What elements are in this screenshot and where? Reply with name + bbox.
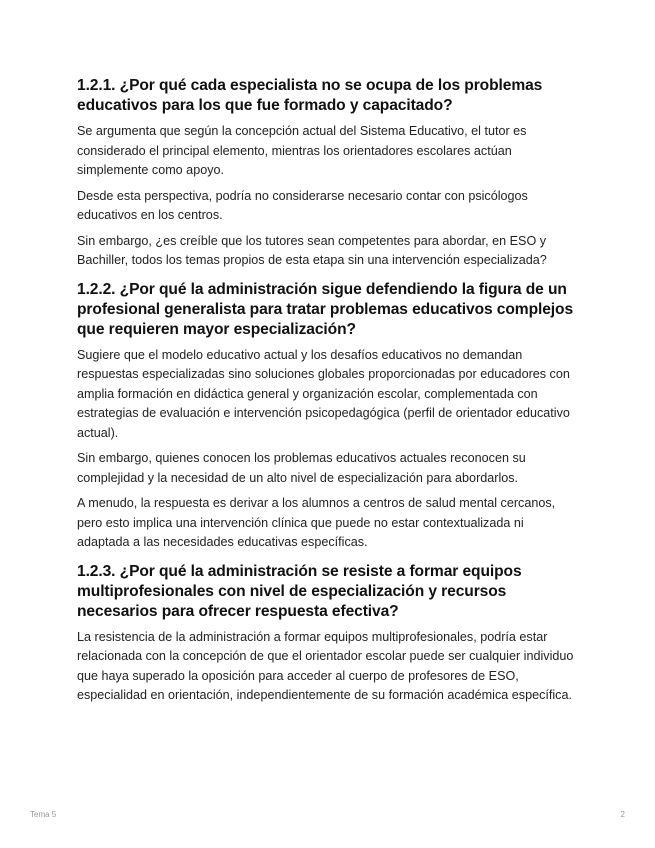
paragraph: A menudo, la respuesta es derivar a los alumnos a centros de salud mental cercanos, pero esto implica una intervención clínica que puede no estar contextualizada ni adaptada a las necesidades educativas específicas. bbox=[77, 496, 556, 549]
section-1-2-2 bbox=[77, 280, 577, 553]
paragraph: Sugiere que el modelo educativo actual y los desafíos educativos no demandan respuestas especializadas sino soluciones globales proporcionadas por educadores con amplia formación en didáctica general y organización escolar, complementada con estrategias de evaluación e intervención psicopedagógica (perfil de orientador educativo actual). bbox=[77, 347, 570, 440]
paragraph: Se argumenta que según la concepción actual del Sistema Educativo, el tutor es considerado el principal elemento, mientras los orientadores escolares actúan simplemente como apoyo. bbox=[77, 124, 527, 177]
document-body bbox=[77, 76, 577, 712]
footer-page-number: 2 bbox=[620, 810, 625, 819]
paragraph: Sin embargo, quienes conocen los problemas educativos actuales reconocen su complejidad y la necesidad de un alto nivel de especialización para abordarlos. bbox=[77, 451, 526, 485]
paragraph: La resistencia de la administración a formar equipos multiprofesionales, podría estar relacionada con la concepción de que el orientador escolar puede ser cualquier individuo que haya superado la oposición para acceder al cuerpo de profesores de ESO, especialidad en orientación, independientemente de su formación académica específica. bbox=[77, 629, 574, 702]
paragraph: Desde esta perspectiva, podría no considerarse necesario contar con psicólogos educativos en los centros. bbox=[77, 188, 528, 222]
section-heading: 1.2.2. ¿Por qué la administración sigue defendiendo la figura de un profesional generalista para tratar problemas educativos complejos que requieren mayor especialización? bbox=[77, 280, 574, 338]
section-heading: 1.2.1. ¿Por qué cada especialista no se ocupa de los problemas educativos para los que fue formado y capacitado? bbox=[77, 77, 543, 114]
section-heading: 1.2.3. ¿Por qué la administración se resiste a formar equipos multiprofesionales con nivel de especialización y recursos necesarios para ofrecer respuesta efectiva? bbox=[77, 562, 522, 620]
section-1-2-3 bbox=[77, 562, 577, 706]
paragraph: Sin embargo, ¿es creíble que los tutores sean competentes para abordar, en ESO y Bachiller, todos los temas propios de esta etapa sin una intervención especializada? bbox=[77, 233, 547, 267]
footer-chapter-label: Tema 5 bbox=[30, 810, 57, 819]
section-1-2-1 bbox=[77, 76, 577, 271]
